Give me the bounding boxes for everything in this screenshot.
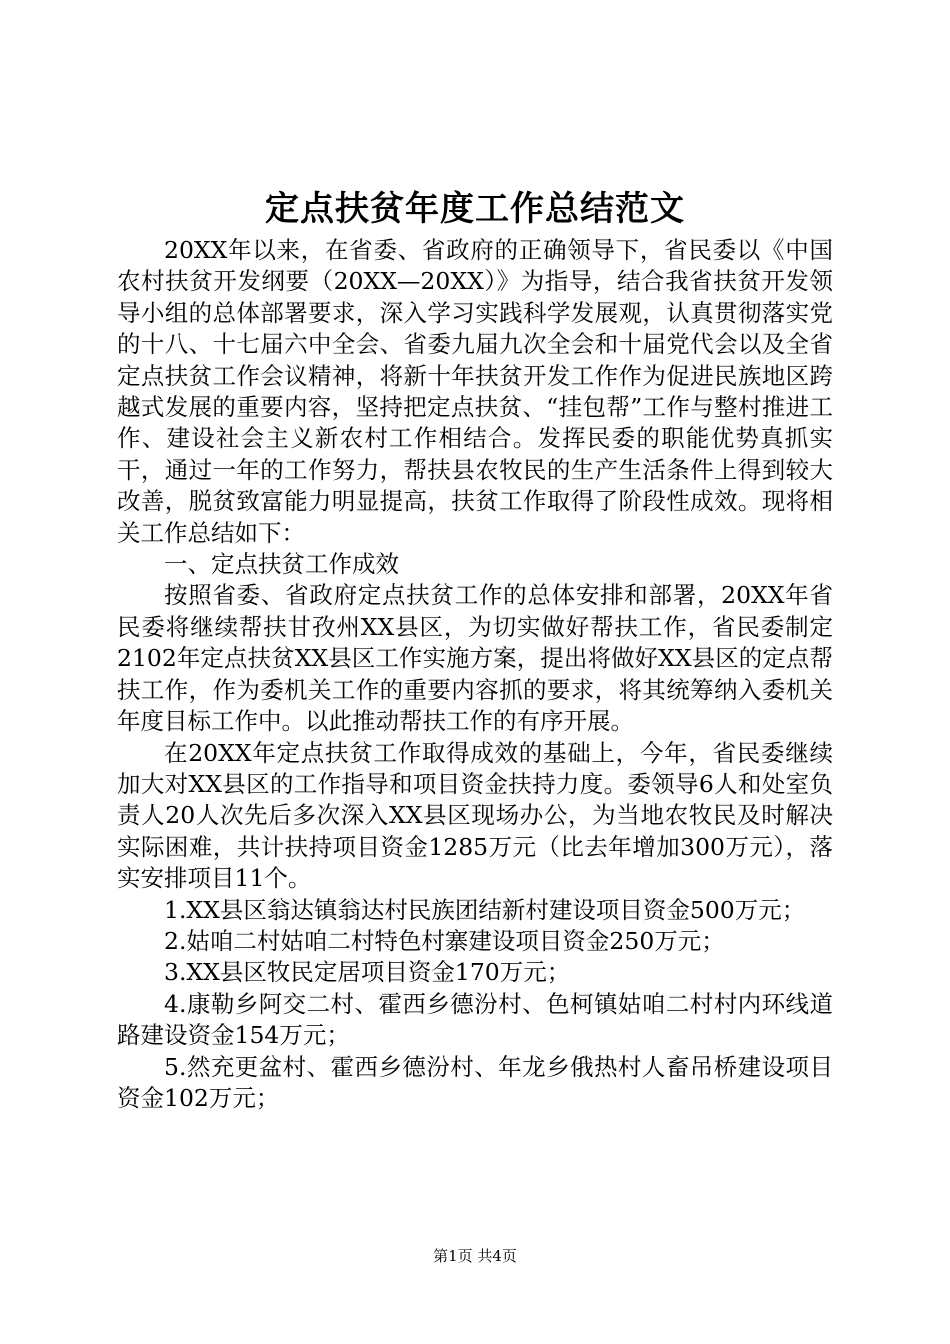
document-body xyxy=(117,235,833,1114)
paragraph: 在20XX年定点扶贫工作取得成效的基础上，今年，省民委继续加大对XX县区的工作指导和项目资金扶持力度。委领导6人和处室负责人20人次先后多次深入XX县区现场办公，为当地农牧民及时解决实际困难，共计扶持项目资金1285万元（比去年增加300万元），落实安排项目11个。 xyxy=(117,738,833,893)
list-item: 2.姑咱二村姑咱二村特色村寨建设项目资金250万元； xyxy=(164,926,725,955)
paragraph-intro: 20XX年以来，在省委、省政府的正确领导下，省民委以《中国农村扶贫开发纲要（20XX—20XX）》为指导，结合我省扶贫开发领导小组的总体部署要求，深入学习实践科学发展观，认真贯彻落实党的十八、十七届六中全会、省委九届九次全会和十届党代会以及全省定点扶贫工作会议精神，将新十年扶贫开发工作作为促进民族地区跨越式发展的重要内容，坚持把定点扶贫、“挂包帮”工作与整村推进工作、建设社会主义新农村工作相结合。发挥民委的职能优势真抓实干，通过一年的工作努力，帮扶县农牧民的生产生活条件上得到较大改善，脱贫致富能力明显提高，扶贫工作取得了阶段性成效。现将相关工作总结如下： xyxy=(117,236,833,547)
paragraph: 按照省委、省政府定点扶贫工作的总体安排和部署，20XX年省民委将继续帮扶甘孜州XX县区，为切实做好帮扶工作，省民委制定2102年定点扶贫XX县区工作实施方案，提出将做好XX县区的定点帮扶工作，作为委机关工作的重要内容抓的要求，将其统筹纳入委机关年度目标工作中。以此推动帮扶工作的有序开展。 xyxy=(117,581,833,736)
list-item: 5.然充更盆村、霍西乡德汾村、年龙乡俄热村人畜吊桥建设项目资金102万元； xyxy=(117,1052,833,1112)
page-number: 第1页 共4页 xyxy=(433,1247,517,1265)
list-item: 4.康勒乡阿交二村、霍西乡德汾村、色柯镇姑咱二村村内环线道路建设资金154万元； xyxy=(117,989,833,1050)
section-heading: 一、定点扶贫工作成效 xyxy=(164,550,399,579)
list-item: 1.XX县区翁达镇翁达村民族团结新村建设项目资金500万元； xyxy=(164,895,806,924)
document-title: 定点扶贫年度工作总结范文 xyxy=(265,189,685,229)
list-item: 3.XX县区牧民定居项目资金170万元； xyxy=(164,958,571,987)
